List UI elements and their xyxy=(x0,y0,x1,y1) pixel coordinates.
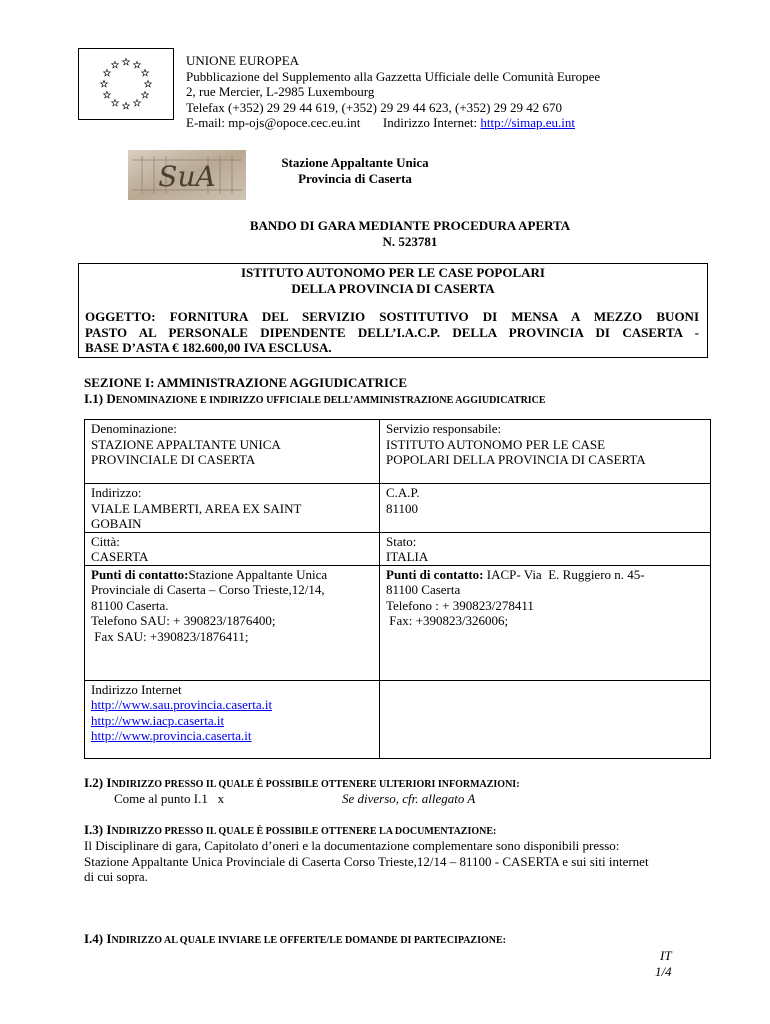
eu-star-icon xyxy=(134,99,141,106)
object-box xyxy=(78,263,708,358)
eu-header-line: UNIONE EUROPEA xyxy=(186,53,300,68)
contact-value: 81100 Caserta xyxy=(386,582,461,597)
internet-label: Indirizzo Internet xyxy=(91,681,182,697)
address-value: GOBAIN xyxy=(91,516,142,531)
eu-email: E-mail: mp-ojs@opoce.cec.eu.int xyxy=(186,115,361,130)
table-cell xyxy=(380,532,711,565)
table-row xyxy=(85,565,711,680)
eu-star-icon xyxy=(142,69,149,76)
institute-line-2: DELLA PROVINCIA DI CASERTA xyxy=(291,280,495,296)
eu-flag-logo xyxy=(78,48,174,120)
eu-star-icon xyxy=(123,58,130,65)
bando-number: N. 523781 xyxy=(382,233,438,249)
section-i4-heading xyxy=(84,931,506,949)
table-row xyxy=(85,484,711,533)
contact-phone: Telefono SAU: + 390823/1876400; xyxy=(91,613,276,628)
section-i1-text: ENOMINAZIONE E INDIRIZZO UFFICIALE DELL’AMMINISTRAZIONE AGGIUDICATRICE xyxy=(115,395,546,406)
table-cell xyxy=(380,420,711,484)
eu-star-icon xyxy=(104,91,111,98)
eu-star-icon xyxy=(112,61,119,68)
eu-star-icon xyxy=(123,102,130,109)
sua-logo xyxy=(128,150,246,200)
address-label: Indirizzo: xyxy=(91,485,142,500)
documentation-line: Il Disciplinare di gara, Capitolato d’oneri e la documentazione complementare sono disponibili presso: xyxy=(84,838,620,853)
eu-header-line: 2, rue Mercier, L-2985 Luxembourg xyxy=(186,84,375,99)
object-line: PASTO AL PERSONALE DIPENDENTE DELL’I.A.C.P. DELLA PROVINCIA DI CASERTA - xyxy=(85,324,699,340)
eu-header xyxy=(186,53,706,131)
footer-language: IT xyxy=(660,948,672,963)
section-i2-heading xyxy=(84,775,520,793)
table-cell xyxy=(85,532,380,565)
documentation-text xyxy=(84,838,724,885)
object-description xyxy=(85,309,699,356)
table-cell xyxy=(380,484,711,533)
city-value: CASERTA xyxy=(91,549,149,564)
state-label: Stato: xyxy=(386,533,417,549)
if-different-text: Se diverso, cfr. allegato A xyxy=(342,791,476,806)
contact-value: 81100 Caserta. xyxy=(91,597,169,613)
contact-sau-line xyxy=(91,567,373,583)
authority-title xyxy=(250,155,460,186)
eu-header-line: Pubblicazione del Supplemento alla Gazzetta Ufficiale delle Comunità Europee xyxy=(186,68,601,84)
table-row xyxy=(85,420,711,484)
eu-star-icon xyxy=(112,99,119,106)
cap-value: 81100 xyxy=(386,500,419,516)
section-i4-initial: I xyxy=(106,931,112,946)
documentation-line: Stazione Appaltante Unica Provinciale di Caserta Corso Trieste,12/14 – 81100 - CASERTA e sui siti internet xyxy=(84,853,649,869)
section-i3-initial: I xyxy=(106,822,112,837)
contracting-authority-table xyxy=(84,419,711,759)
contact-phone: Telefono : + 390823/278411 xyxy=(386,597,534,613)
address-value: VIALE LAMBERTI, AREA EX SAINT xyxy=(91,500,302,516)
contact-label: Punti di contatto: xyxy=(386,566,484,582)
section-i2-text: NDIRIZZO PRESSO IL QUALE È POSSIBILE OTTENERE ULTERIORI INFORMAZIONI: xyxy=(111,779,520,790)
eu-stars-icon xyxy=(79,49,173,119)
denomination-value: STAZIONE APPALTANTE UNICA xyxy=(91,436,281,452)
state-value: ITALIA xyxy=(386,549,429,564)
cap-label: C.A.P. xyxy=(386,485,420,500)
section-i3-number: I.3) xyxy=(84,822,104,837)
contact-value: IACP- Via E. Ruggiero n. 45- xyxy=(483,566,645,582)
province-website-link[interactable]: http://www.provincia.caserta.it xyxy=(91,728,252,743)
authority-line-2: Provincia di Caserta xyxy=(298,170,412,186)
bando-heading: BANDO DI GARA MEDIANTE PROCEDURA APERTA xyxy=(249,218,571,233)
denomination-label: Denominazione: xyxy=(91,421,177,436)
contact-value: Stazione Appaltante Unica xyxy=(188,566,328,582)
contact-fax: Fax: +390823/326006; xyxy=(386,613,509,628)
table-cell xyxy=(85,565,380,680)
section-i2-initial: I xyxy=(106,775,112,790)
table-cell xyxy=(85,484,380,533)
section-i2-number: I.2) xyxy=(84,775,104,790)
sau-website-link[interactable]: http://www.sau.provincia.caserta.it xyxy=(91,697,273,712)
section-i3-heading xyxy=(84,822,496,840)
object-line: BASE D’ASTA € 182.600,00 IVA ESCLUSA. xyxy=(85,340,332,355)
iacp-website-link[interactable]: http://www.iacp.caserta.it xyxy=(91,712,225,728)
bando-title xyxy=(170,218,650,249)
eu-star-icon xyxy=(145,80,152,87)
documentation-line: di cui sopra. xyxy=(84,869,148,884)
eu-star-icon xyxy=(142,91,149,98)
eu-star-icon xyxy=(101,80,108,87)
table-cell xyxy=(380,565,711,680)
contact-iacp-line xyxy=(386,567,704,583)
city-label: Città: xyxy=(91,533,120,549)
denomination-value: PROVINCIALE DI CASERTA xyxy=(91,452,256,467)
service-label: Servizio responsabile: xyxy=(386,421,502,436)
eu-header-line: Telefax (+352) 29 29 44 619, (+352) 29 29 44 623, (+352) 29 29 42 670 xyxy=(186,99,563,115)
eu-internet-link[interactable]: http://simap.eu.int xyxy=(480,115,575,130)
service-value: POPOLARI DELLA PROVINCIA DI CASERTA xyxy=(386,452,646,467)
contact-fax: Fax SAU: +390823/1876411; xyxy=(91,628,249,644)
authority-line-1: Stazione Appaltante Unica xyxy=(281,155,429,170)
eu-contact-line xyxy=(186,115,706,131)
institute-name xyxy=(79,265,707,296)
object-line: OGGETTO: FORNITURA DEL SERVIZIO SOSTITUTIVO DI MENSA A MEZZO BUONI xyxy=(85,309,699,324)
service-value: ISTITUTO AUTONOMO PER LE CASE xyxy=(386,436,606,452)
table-cell xyxy=(380,680,711,758)
contact-label: Punti di contatto: xyxy=(91,566,189,582)
section-i4-number: I.4) xyxy=(84,931,104,946)
sua-logo-lettering: SuA xyxy=(158,160,216,193)
table-cell xyxy=(85,680,380,758)
section-1-title: SEZIONE I: AMMINISTRAZIONE AGGIUDICATRICE xyxy=(84,375,408,390)
section-i1-number: I.1) xyxy=(84,391,104,406)
section-i3-text: NDIRIZZO PRESSO IL QUALE È POSSIBILE OTTENERE LA DOCUMENTAZIONE: xyxy=(111,826,497,837)
section-i1-initial: D xyxy=(106,391,116,406)
table-row xyxy=(85,532,711,565)
footer-page-number: 1/4 xyxy=(655,964,672,979)
eu-star-icon xyxy=(134,61,141,68)
table-cell xyxy=(85,420,380,484)
table-row xyxy=(85,680,711,758)
eu-internet-label: Indirizzo Internet: xyxy=(382,115,478,130)
contact-value: Provinciale di Caserta – Corso Trieste,12/14, xyxy=(91,582,325,597)
same-as-point-text: Come al punto I.1 x xyxy=(114,791,225,806)
section-i4-text: NDIRIZZO AL QUALE INVIARE LE OFFERTE/LE DOMANDE DI PARTECIPAZIONE: xyxy=(111,935,506,946)
institute-line-1: ISTITUTO AUTONOMO PER LE CASE POPOLARI xyxy=(241,265,545,280)
eu-star-icon xyxy=(104,69,111,76)
section-i1-heading xyxy=(84,391,546,409)
